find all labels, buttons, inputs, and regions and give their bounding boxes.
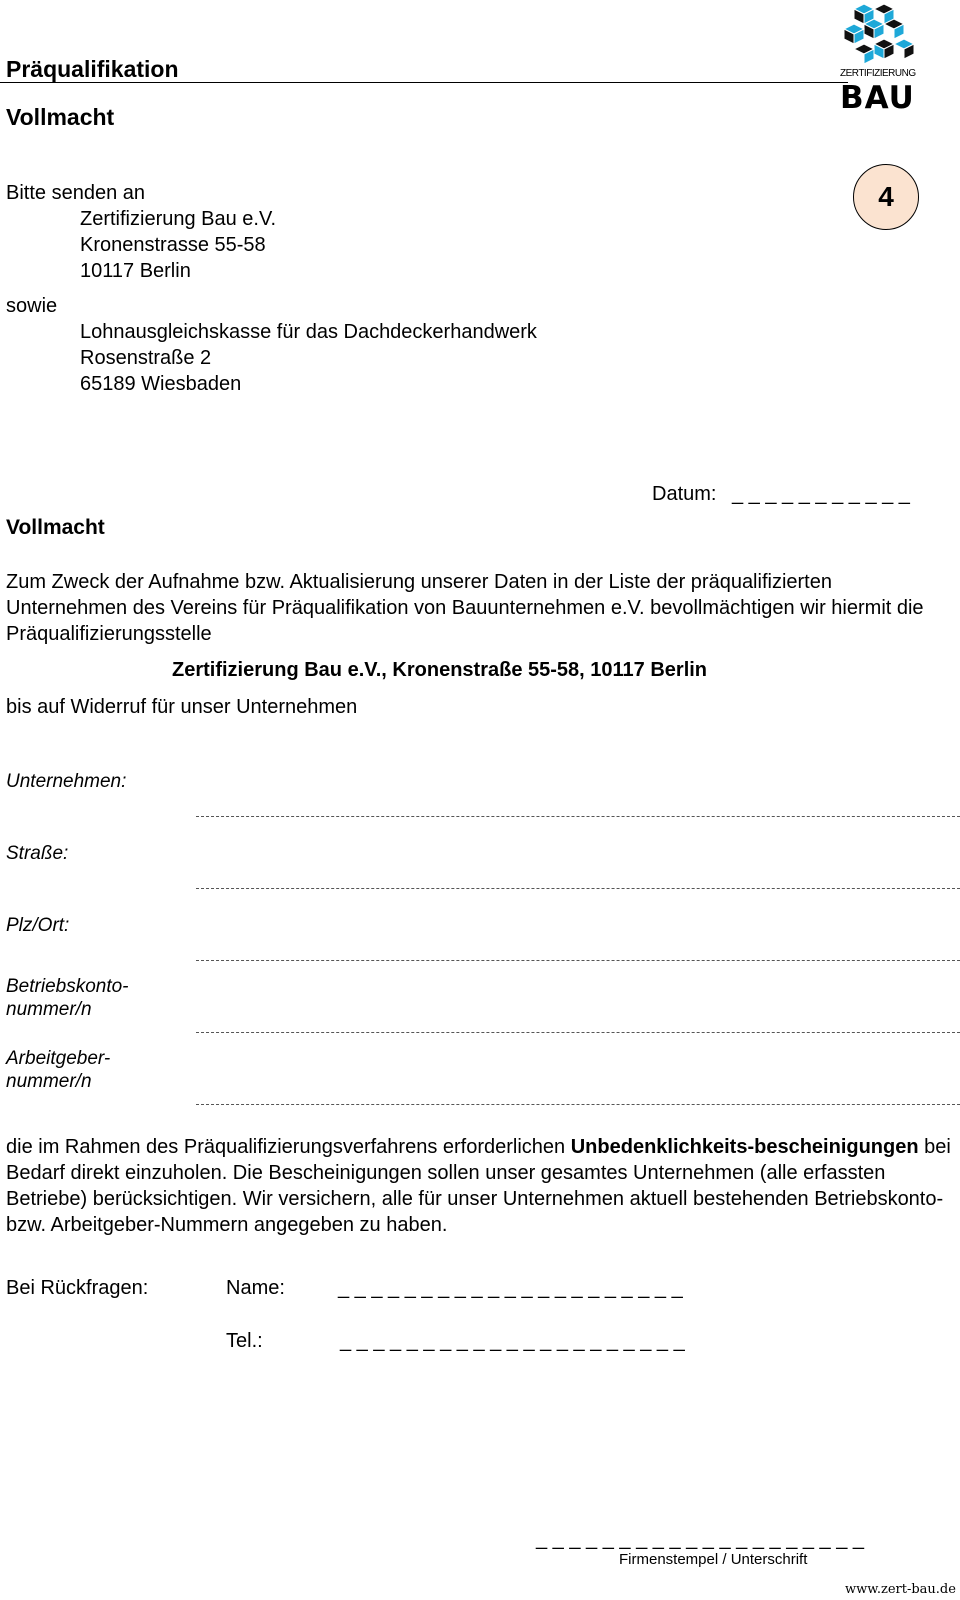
name-field[interactable]: _ _ _ _ _ _ _ _ _ _ _ _ _ _ _ _ _ _ _ _ _: [338, 1277, 683, 1299]
footer-url: www.zert-bau.de: [845, 1582, 956, 1597]
recipient2-line: 65189 Wiesbaden: [80, 373, 242, 395]
employer-number-label-line2: nummer/n: [6, 1071, 92, 1092]
recipient2-line: Rosenstraße 2: [80, 347, 212, 369]
employer-number-field[interactable]: [196, 1104, 960, 1105]
recipient1-line: 10117 Berlin: [80, 260, 191, 282]
cube-logo-icon: [840, 2, 924, 74]
date-label: Datum:: [652, 483, 717, 505]
address-intro: Bitte senden an: [6, 182, 145, 204]
section-title: Vollmacht: [6, 516, 105, 539]
page-number: 4: [878, 181, 894, 212]
date-field[interactable]: _ _ _ _ _ _ _ _ _ _ _: [732, 483, 910, 505]
recipient1-line: Kronenstrasse 55-58: [80, 234, 266, 256]
name-label: Name:: [226, 1277, 285, 1299]
company-label: Unternehmen:: [6, 771, 127, 792]
logo-text-bottom: BAU: [840, 80, 915, 116]
authorized-entity: Zertifizierung Bau e.V., Kronenstraße 55-58, 10117 Berlin: [172, 659, 708, 681]
tel-field[interactable]: _ _ _ _ _ _ _ _ _ _ _ _ _ _ _ _ _ _ _ _ _: [340, 1330, 685, 1352]
address-conjunction: sowie: [6, 295, 58, 317]
closing-text-post: bei Bedarf direkt einzuholen. Die Bescheinigungen sollen unser gesamtes Unternehmen (alle erfassten Betriebe) berücksichtigen. Wir versichern, alle für unser Unternehmen aktuell bestehenden Betriebskonto- bzw. Arbeitgeber-Nummern angegeben zu haben.: [6, 1136, 951, 1236]
street-label: Straße:: [6, 843, 69, 864]
company-field[interactable]: [196, 816, 960, 817]
contact-label: Bei Rückfragen:: [6, 1277, 149, 1299]
page-number-badge: [853, 164, 919, 230]
street-field[interactable]: [196, 888, 960, 889]
closing-paragraph: [6, 1134, 956, 1238]
signature-caption: Firmenstempel / Unterschrift: [619, 1551, 808, 1568]
document-subtitle: Vollmacht: [6, 104, 115, 130]
tel-label: Tel.:: [226, 1330, 263, 1352]
city-field[interactable]: [196, 960, 960, 961]
document-title: Präqualifikation: [6, 56, 179, 82]
employer-number-label-line1: Arbeitgeber-: [6, 1048, 111, 1069]
zertifizierung-bau-logo: [840, 2, 924, 117]
recipient2-line: Lohnausgleichskasse für das Dachdeckerhandwerk: [80, 321, 537, 343]
account-number-label-line1: Betriebskonto-: [6, 976, 129, 997]
recipient1-line: Zertifizierung Bau e.V.: [80, 208, 277, 230]
authorization-paragraph: Zum Zweck der Aufnahme bzw. Aktualisierung unserer Daten in der Liste der präqualifizierten Unternehmen des Vereins für Präqualifikation von Bauunternehmen e.V. bevollmächtigen wir hiermit die Präqualifizierungsstelle: [6, 571, 924, 645]
account-number-label-line2: nummer/n: [6, 999, 92, 1020]
closing-text-bold: Unbedenklichkeits-bescheinigungen: [570, 1136, 919, 1158]
header-rule: [0, 82, 848, 83]
account-number-field[interactable]: [196, 1032, 960, 1033]
signature-field[interactable]: _ _ _ _ _ _ _ _ _ _ _ _ _ _ _ _ _ _ _ _: [536, 1528, 865, 1550]
closing-text-pre: die im Rahmen des Präqualifizierungsverfahrens erforderlichen: [6, 1136, 571, 1158]
city-label: Plz/Ort:: [6, 915, 70, 936]
revocation-note: bis auf Widerruf für unser Unternehmen: [6, 696, 358, 718]
logo-text-top: ZERTIFIZIERUNG: [840, 68, 916, 79]
